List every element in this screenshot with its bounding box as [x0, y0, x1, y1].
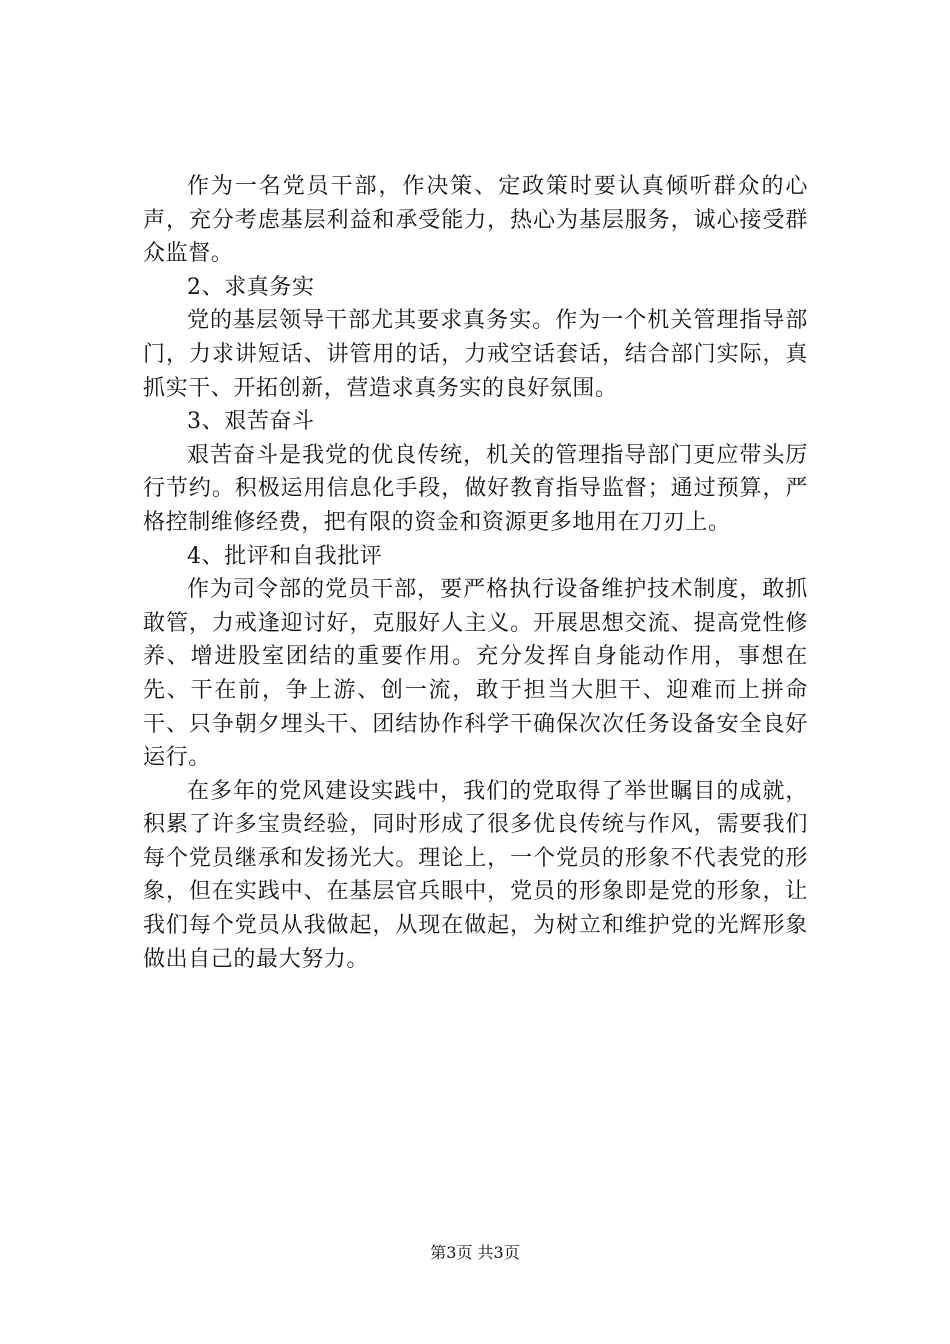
page-number-label: 第3页 共3页 [430, 1243, 520, 1262]
paragraph-conclusion: 在多年的党风建设实践中，我们的党取得了举世瞩目的成就，积累了许多宝贵经验，同时形成了很多优良传统与作风，需要我们每个党员继承和发扬光大。理论上，一个党员的形象不代表党的形象，但在实践中、在基层官兵眼中，党员的形象即是党的形象，让我们每个党员从我做起，从现在做起，为树立和维护党的光辉形象做出自己的最大努力。 [143, 778, 808, 972]
paragraph-truth-seeking: 党的基层领导干部尤其要求真务实。作为一个机关管理指导部门，力求讲短话、讲管用的话，力戒空话套话，结合部门实际，真抓实干、开拓创新，营造求真务实的良好氛围。 [143, 308, 808, 401]
section-heading-criticism: 4、批评和自我批评 [187, 543, 383, 569]
paragraph-supervision: 作为一名党员干部，作决策、定政策时要认真倾听群众的心声，充分考虑基层利益和承受能力，热心为基层服务，诚心接受群众监督。 [143, 174, 808, 267]
page-footer [0, 1243, 950, 1263]
document-body [143, 170, 808, 976]
section-heading-hard-work: 3、艰苦奋斗 [187, 409, 315, 435]
paragraph-hard-work: 艰苦奋斗是我党的优良传统，机关的管理指导部门更应带头厉行节约。积极运用信息化手段，做好教育指导监督；通过预算，严格控制维修经费，把有限的资金和资源更多地用在刀刃上。 [143, 442, 808, 535]
section-heading-truth-seeking: 2、求真务实 [187, 274, 315, 300]
paragraph-criticism: 作为司令部的党员干部，要严格执行设备维护技术制度，敢抓敢管，力戒逢迎讨好，克服好人主义。开展思想交流、提高党性修养、增进股室团结的重要作用。充分发挥自身能动作用，事想在先、干在前，争上游、创一流，敢于担当大胆干、迎难而上拼命干、只争朝夕埋头干、团结协作科学干确保次次任务设备安全良好运行。 [143, 577, 808, 771]
